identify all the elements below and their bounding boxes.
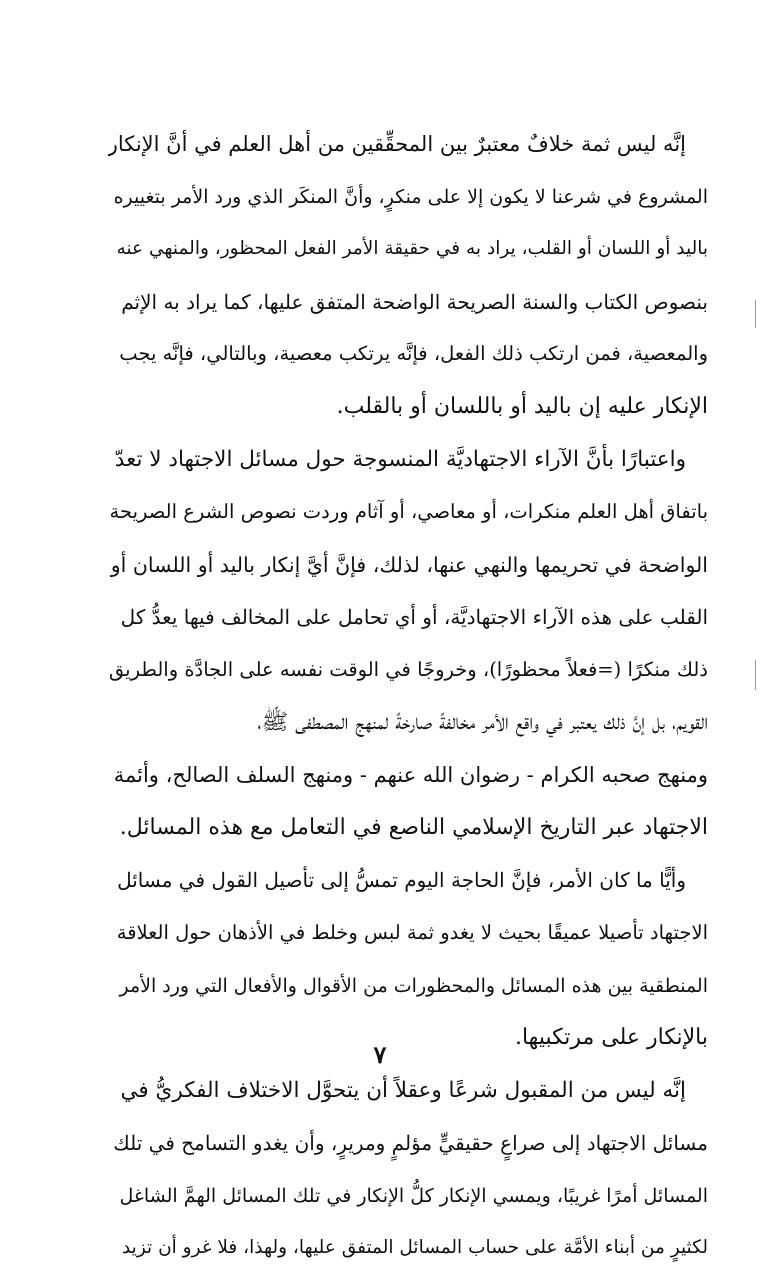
text-line: الإنكار عليه إن باليد أو باللسان أو بالقلب. [336,393,708,419]
text-line: القلب على هذه الآراء الاجتهاديَّة، أو أي تحامل على المخالف فيها يعدُّ كل [120,605,708,630]
text-line: القويم، بل إنَّ ذلك يعتبر في واقع الأمر مخالفةً صارخةً لمنهج المصطفى ﷺ، [257,709,708,735]
text-line: وأيًّا ما كان الأمر، فإنَّ الحاجة اليوم تمسُّ إلى تأصيل القول في مسائل [117,868,686,893]
text-line: واعتبارًا بأنَّ الآراء الاجتهاديَّة المنسوجة حول مسائل الاجتهاد لا تعدّ [114,446,686,472]
page-number: ٧ [373,1040,387,1069]
text-line: لكثيرٍ من أبناء الأمَّة على حساب المسائل المتفق عليها، ولهذا، فلا غرو أن تزيد [121,1237,708,1259]
text-line: الواضحة في تحريمها والنهي عنها، لذلك، فإنَّ أيَّ إنكار باليد أو اللسان أو [110,552,708,577]
text-line: ومنهج صحبه الكرام - رضوان الله عنهم - ومنهج السلف الصالح، وأئمة [113,763,708,788]
text-line: المسائل أمرًا غريبًا، ويمسي الإنكار كلُّ الإنكار في تلك المسائل الهمَّ الشاغل [119,1184,708,1207]
text-line: الاجتهاد تأصيلا عميقًا بحيث لا يغدو ثمة لبس وخلط في الأذهان حول العلاقة [116,920,708,944]
text-line: بالإنكار على مرتكبيها. [514,1025,708,1051]
page-edge-mark [755,300,756,328]
text-line: إنَّه ليس من المقبول شرعًا وعقلاً أن يتحوَّل الاختلاف الفكريُّ في [120,1077,686,1103]
text-line: إنَّه ليس ثمة خلافٌ معتبرٌ بين المحقِّقين من أهل العلم في أنَّ الإنكار [108,132,686,156]
text-line: بنصوص الكتاب والسنة الصريحة الواضحة المتفق عليها، كما يراد به الإثم [121,289,708,314]
text-line: مسائل الاجتهاد إلى صراعٍ حقيقيٍّ مؤلمٍ ومريرٍ، وأن يغدو التسامح في تلك [113,1131,708,1156]
text-line: باليد أو اللسان أو القلب، يراد به في حقيقة الأمر الفعل المحظور، والمنهي عنه [116,238,708,260]
text-line: ذلك منكرًا (=فعلاً محظورًا)، وخروجًا في الوقت نفسه على الجادَّة والطريق [108,657,708,681]
text-line: باتفاق أهل العلم منكرات، أو معاصي، أو آثام وردت نصوص الشرع الصريحة [109,500,708,524]
page-edge-mark [755,660,756,690]
text-line: المشروع في شرعنا لا يكون إلا على منكرٍ، وأنَّ المنكَر الذي ورد الأمر بتغييره [113,185,708,208]
text-line: والمعصية، فمن ارتكب ذلك الفعل، فإنَّه يرتكب معصية، وبالتالي، فإنَّه يجب [119,342,708,366]
body-text [108,118,708,1275]
text-line: الاجتهاد عبر التاريخ الإسلامي الناصع في التعامل مع هذه المسائل. [119,814,708,840]
text-line: المنطقية بين هذه المسائل والمحظورات من الأقوال والأفعال التي ورد الأمر [119,974,708,997]
